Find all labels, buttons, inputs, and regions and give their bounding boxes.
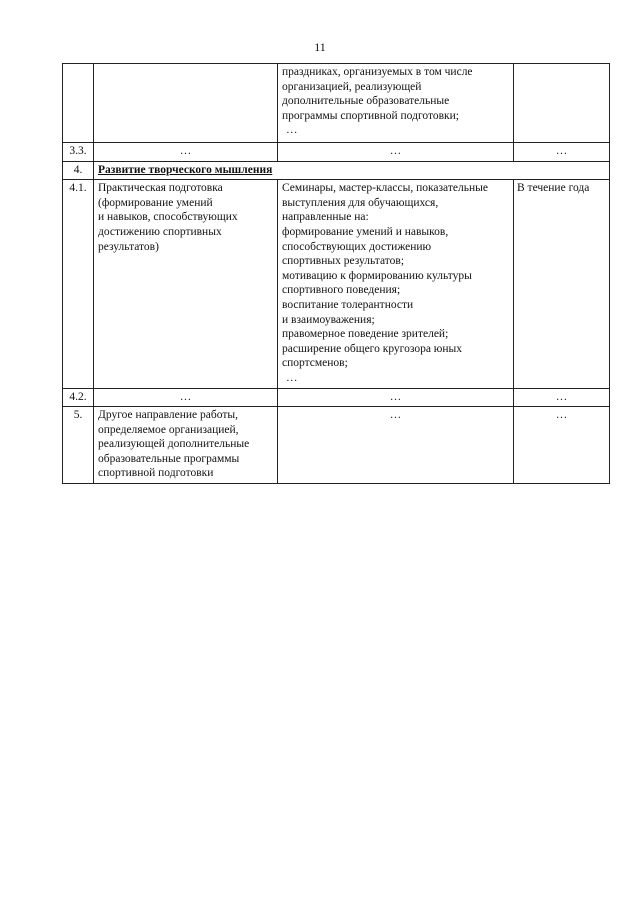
row-number: 4.1. [63, 180, 94, 388]
timing-cell: В течение года [514, 180, 610, 388]
direction-cell: … [94, 388, 278, 407]
content-line: праздниках, организуемых в том числе [282, 66, 473, 78]
table-row-section-4 [63, 161, 610, 180]
table-row-continuation [63, 64, 610, 143]
direction-cell [94, 180, 278, 388]
content-cell [278, 64, 514, 143]
direction-line: определяемое организацией, [98, 423, 239, 436]
table-row-3-3 [63, 143, 610, 162]
direction-cell [94, 407, 278, 484]
content-line: спортивных результатов; [282, 255, 405, 268]
table-row-5 [63, 407, 610, 484]
content-line: формирование умений и навыков, [282, 225, 449, 238]
row-number: 3.3. [63, 143, 94, 162]
page-number: 11 [314, 40, 326, 54]
row-number: 5. [63, 407, 94, 484]
content-line: спортсменов; [282, 357, 348, 370]
row-number: 4.2. [63, 388, 94, 407]
direction-line: Другое направление работы, [98, 409, 238, 422]
direction-line: образовательные программы [98, 452, 240, 465]
content-line: спортивного поведения; [282, 284, 401, 297]
row-number: 4. [63, 161, 94, 180]
content-line: и взаимоуважения; [282, 313, 375, 326]
direction-line: спортивной подготовки [98, 467, 214, 480]
content-line: направленные на: [282, 211, 369, 224]
content-line: организацией, реализующей [282, 80, 422, 93]
content-line: программы спортивной подготовки; [282, 109, 459, 122]
section-title: Развитие творческого мышления [94, 161, 610, 180]
content-line: выступления для обучающихся, [282, 196, 439, 209]
direction-line: достижению спортивных [98, 225, 222, 238]
table-row-4-1 [63, 180, 610, 388]
direction-line: Практическая подготовка [98, 182, 223, 195]
content-line: расширение общего кругозора юных [282, 342, 463, 355]
content-line: дополнительные образовательные [282, 95, 450, 108]
table-row-4-2 [63, 388, 610, 407]
timing-cell: … [514, 143, 610, 162]
content-line: Семинары, мастер-классы, показательные [282, 182, 488, 195]
direction-line: реализующей дополнительные [98, 438, 250, 451]
timing-cell: … [514, 388, 610, 407]
content-cell: … [278, 143, 514, 162]
content-line: … [286, 124, 298, 137]
timing-cell [514, 64, 610, 143]
activity-plan-table [62, 63, 610, 484]
content-cell: … [278, 388, 514, 407]
direction-line: (формирование умений [98, 196, 213, 209]
direction-cell [94, 64, 278, 143]
content-line: мотивацию к формированию культуры [282, 269, 472, 282]
direction-line: результатов) [98, 240, 159, 253]
content-line: способствующих достижению [282, 240, 432, 253]
direction-line: и навыков, способствующих [98, 211, 238, 224]
row-number [63, 64, 94, 143]
content-line: … [286, 371, 298, 384]
content-line: воспитание толерантности [282, 298, 414, 311]
content-cell [278, 180, 514, 388]
content-line: правомерное поведение зрителей; [282, 328, 449, 341]
direction-cell: … [94, 143, 278, 162]
content-cell: … [278, 407, 514, 484]
timing-cell: … [514, 407, 610, 484]
